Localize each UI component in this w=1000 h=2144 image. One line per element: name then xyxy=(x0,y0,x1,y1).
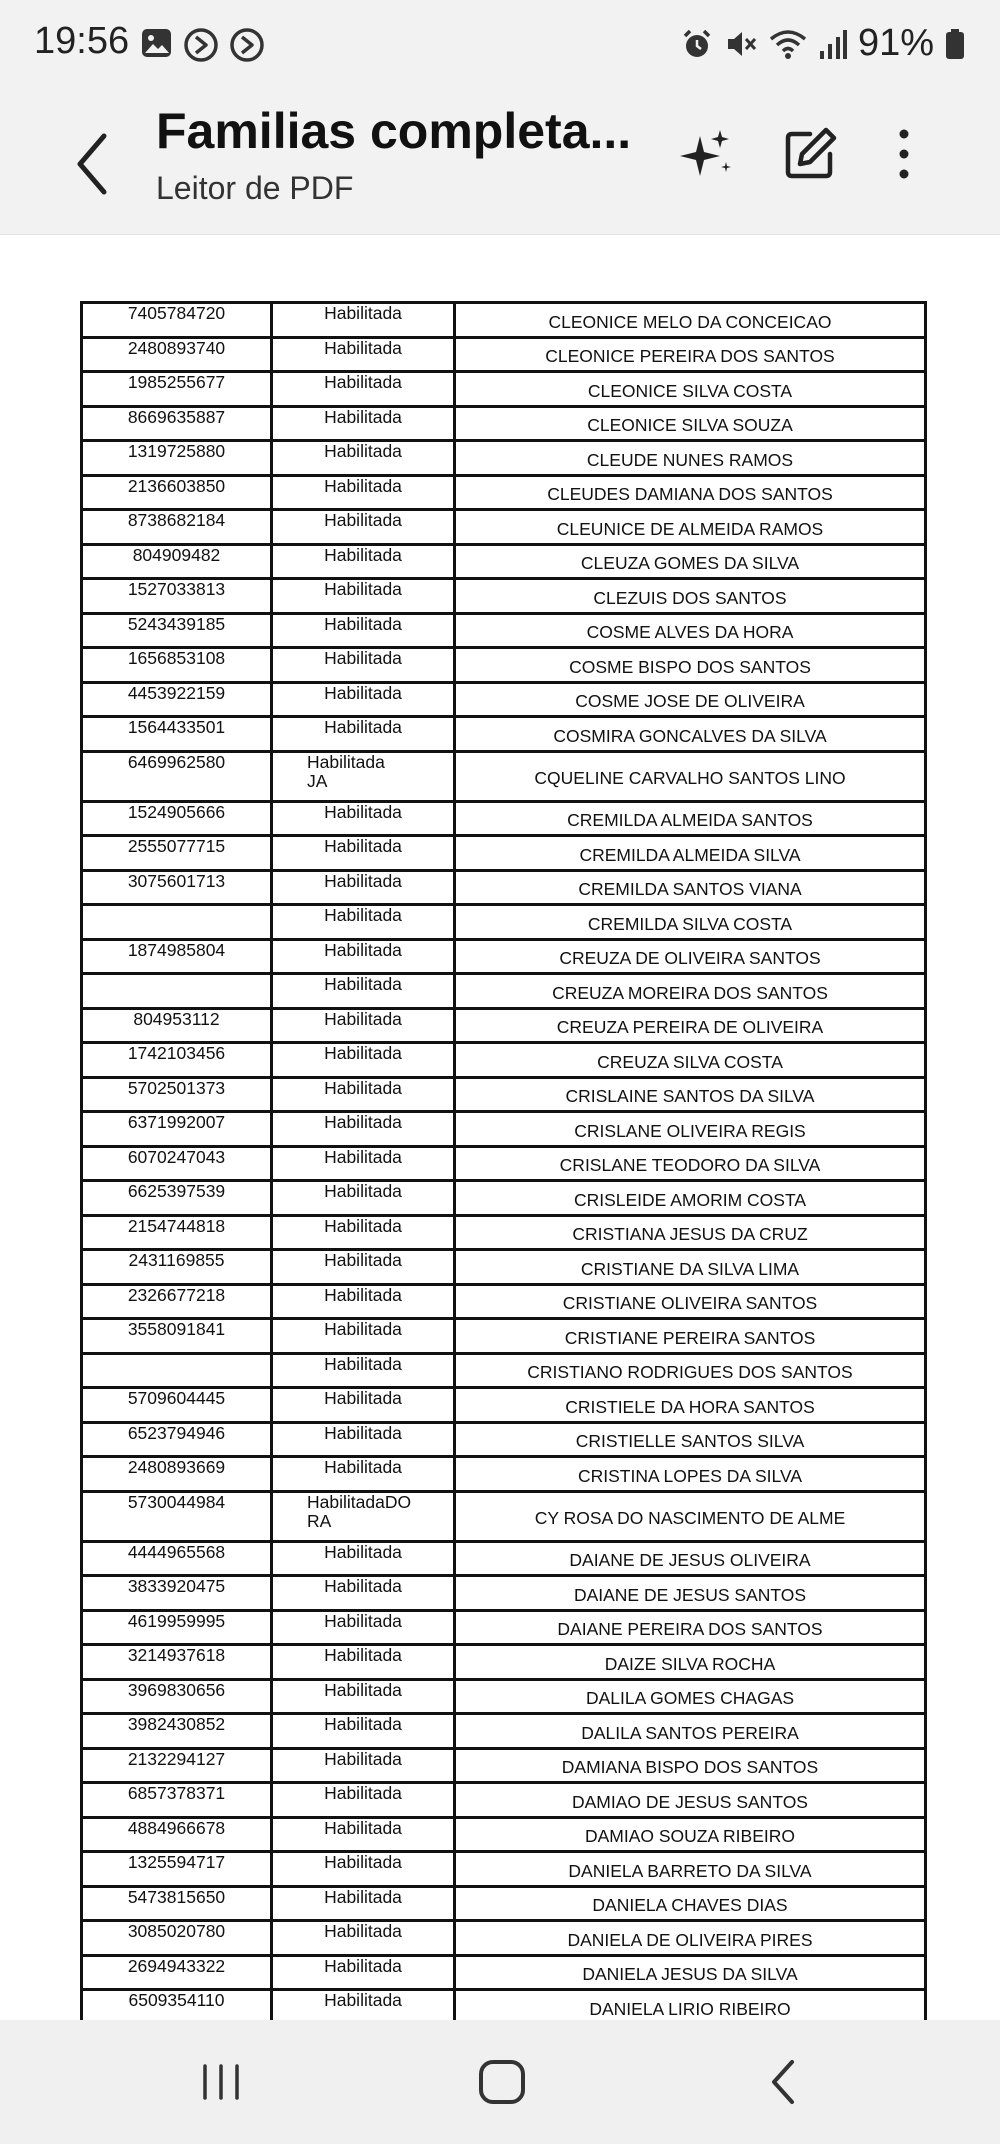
pdf-document[interactable] xyxy=(0,235,1000,2020)
cell-name: DAMIAO DE JESUS SANTOS xyxy=(455,1783,926,1818)
cell-status: Habilitada xyxy=(272,475,455,510)
cell-status: Habilitada xyxy=(272,1146,455,1181)
cell-name: CLEUDE NUNES RAMOS xyxy=(455,441,926,476)
cell-name: CRISLANE TEODORO DA SILVA xyxy=(455,1146,926,1181)
mute-icon xyxy=(724,27,758,61)
cell-id: 8669635887 xyxy=(82,406,272,441)
table-row xyxy=(82,1008,926,1043)
table-row xyxy=(82,1284,926,1319)
cell-name: COSMIRA GONCALVES DA SILVA xyxy=(455,717,926,752)
cell-status: Habilitada xyxy=(272,1077,455,1112)
table-row xyxy=(82,1388,926,1423)
cell-status: Habilitada xyxy=(272,1576,455,1611)
cell-name: CLEUZA GOMES DA SILVA xyxy=(455,544,926,579)
cell-status: Habilitada xyxy=(272,717,455,752)
cell-name: DANIELA DE OLIVEIRA PIRES xyxy=(455,1921,926,1956)
cell-status: Habilitada xyxy=(272,1852,455,1887)
more-icon[interactable] xyxy=(876,124,932,184)
cell-id: 2136603850 xyxy=(82,475,272,510)
cell-id: 6469962580 xyxy=(82,751,272,801)
cell-status: Habilitada xyxy=(272,1353,455,1388)
cell-id: 6371992007 xyxy=(82,1112,272,1147)
cell-id: 5243439185 xyxy=(82,613,272,648)
cell-name: CRISLANE OLIVEIRA REGIS xyxy=(455,1112,926,1147)
cell-id: 2480893669 xyxy=(82,1457,272,1492)
cell-status: Habilitada xyxy=(272,905,455,940)
cell-name: CREMILDA SANTOS VIANA xyxy=(455,870,926,905)
back-nav-icon[interactable] xyxy=(760,2050,806,2114)
cell-name: CREUZA SILVA COSTA xyxy=(455,1043,926,1078)
table-row xyxy=(82,870,926,905)
cell-id: 5730044984 xyxy=(82,1491,272,1541)
table-row xyxy=(82,1457,926,1492)
cell-id: 8738682184 xyxy=(82,510,272,545)
cell-name: CLEUDES DAMIANA DOS SANTOS xyxy=(455,475,926,510)
cell-id: 4444965568 xyxy=(82,1541,272,1576)
cell-name: COSME ALVES DA HORA xyxy=(455,613,926,648)
cell-status: Habilitada xyxy=(272,1990,455,2025)
table-row xyxy=(82,372,926,407)
cell-id: 1527033813 xyxy=(82,579,272,614)
page-title: Familias completa... xyxy=(156,103,632,159)
cell-id: 2431169855 xyxy=(82,1250,272,1285)
cell-status: Habilitada xyxy=(272,579,455,614)
table-row xyxy=(82,905,926,940)
cell-status: Habilitada xyxy=(272,1645,455,1680)
cell-id: 5709604445 xyxy=(82,1388,272,1423)
table-row xyxy=(82,1353,926,1388)
table-row xyxy=(82,1852,926,1887)
table-row xyxy=(82,441,926,476)
cell-status: Habilitada xyxy=(272,510,455,545)
table-row xyxy=(82,1077,926,1112)
cell-status: Habilitada xyxy=(272,303,455,338)
table-row xyxy=(82,475,926,510)
edit-icon[interactable] xyxy=(780,124,840,184)
cell-id: 2555077715 xyxy=(82,836,272,871)
table-row xyxy=(82,1679,926,1714)
cell-name: CRISTIANE OLIVEIRA SANTOS xyxy=(455,1284,926,1319)
cell-status: Habilitada xyxy=(272,974,455,1009)
cell-status: Habilitada xyxy=(272,870,455,905)
cell-name: DANIELA CHAVES DIAS xyxy=(455,1886,926,1921)
cell-status xyxy=(272,1491,455,1541)
cell-status: Habilitada xyxy=(272,1955,455,1990)
cell-id: 4884966678 xyxy=(82,1817,272,1852)
cell-name: DANIELA LIRIO RIBEIRO xyxy=(455,1990,926,2025)
cell-status: Habilitada xyxy=(272,1921,455,1956)
cell-id: 6857378371 xyxy=(82,1783,272,1818)
status-right xyxy=(680,22,966,65)
table-row xyxy=(82,1921,926,1956)
table-row xyxy=(82,1043,926,1078)
cell-name: CRISTINA LOPES DA SILVA xyxy=(455,1457,926,1492)
table-row xyxy=(82,1250,926,1285)
cell-name: CLEONICE SILVA COSTA xyxy=(455,372,926,407)
table-row xyxy=(82,1955,926,1990)
table-row xyxy=(82,1645,926,1680)
cell-id xyxy=(82,1353,272,1388)
home-icon[interactable] xyxy=(474,2050,530,2114)
cell-status: Habilitada xyxy=(272,682,455,717)
table-row xyxy=(82,1990,926,2025)
cell-status: Habilitada xyxy=(272,1181,455,1216)
battery-percent: 91% xyxy=(857,22,934,64)
cell-name: COSME BISPO DOS SANTOS xyxy=(455,648,926,683)
cell-id: 1524905666 xyxy=(82,801,272,836)
cell-name: CY ROSA DO NASCIMENTO DE ALME xyxy=(455,1491,926,1541)
table-row xyxy=(82,1541,926,1576)
cell-name: DAIZE SILVA ROCHA xyxy=(455,1645,926,1680)
table-row xyxy=(82,337,926,372)
cell-id: 1325594717 xyxy=(82,1852,272,1887)
cell-id: 3214937618 xyxy=(82,1645,272,1680)
cell-name: DALILA SANTOS PEREIRA xyxy=(455,1714,926,1749)
cell-name: CLEUNICE DE ALMEIDA RAMOS xyxy=(455,510,926,545)
wifi-icon xyxy=(768,27,808,61)
cell-status: Habilitada xyxy=(272,1457,455,1492)
cell-status: Habilitada xyxy=(272,441,455,476)
table-row xyxy=(82,1886,926,1921)
table-row xyxy=(82,1817,926,1852)
table-row xyxy=(82,1181,926,1216)
table-row xyxy=(82,579,926,614)
cell-id: 804953112 xyxy=(82,1008,272,1043)
cell-status: Habilitada xyxy=(272,836,455,871)
table-row xyxy=(82,1422,926,1457)
cell-status: Habilitada xyxy=(272,1215,455,1250)
cell-status: Habilitada xyxy=(272,1679,455,1714)
cell-name: DAIANE DE JESUS SANTOS xyxy=(455,1576,926,1611)
app-bar xyxy=(0,88,1000,235)
cell-status: Habilitada xyxy=(272,372,455,407)
cell-name: CREUZA DE OLIVEIRA SANTOS xyxy=(455,939,926,974)
cell-id xyxy=(82,974,272,1009)
cell-status: Habilitada xyxy=(272,801,455,836)
cell-id: 3085020780 xyxy=(82,1921,272,1956)
table-row xyxy=(82,836,926,871)
cell-id: 5702501373 xyxy=(82,1077,272,1112)
cell-id: 3969830656 xyxy=(82,1679,272,1714)
cell-id: 804909482 xyxy=(82,544,272,579)
cell-id: 6509354110 xyxy=(82,1990,272,2025)
cell-status: Habilitada xyxy=(272,1284,455,1319)
ai-sparkle-icon[interactable] xyxy=(676,124,736,184)
cell-name: COSME JOSE DE OLIVEIRA xyxy=(455,682,926,717)
cell-status: Habilitada xyxy=(272,1112,455,1147)
cell-id: 6070247043 xyxy=(82,1146,272,1181)
cell-id: 4619959995 xyxy=(82,1610,272,1645)
cell-status-line1: Habilitada xyxy=(307,751,385,772)
cell-status: Habilitada xyxy=(272,1610,455,1645)
cell-name: CRISTIELLE SANTOS SILVA xyxy=(455,1422,926,1457)
cell-name: DAIANE DE JESUS OLIVEIRA xyxy=(455,1541,926,1576)
cell-id: 3833920475 xyxy=(82,1576,272,1611)
cell-name: CREMILDA ALMEIDA SANTOS xyxy=(455,801,926,836)
cell-status: Habilitada xyxy=(272,337,455,372)
table-row xyxy=(82,613,926,648)
cell-id: 2326677218 xyxy=(82,1284,272,1319)
cell-status: Habilitada xyxy=(272,1817,455,1852)
table-row xyxy=(82,303,926,338)
cell-id: 2132294127 xyxy=(82,1748,272,1783)
cell-name: DANIELA BARRETO DA SILVA xyxy=(455,1852,926,1887)
cell-id: 2480893740 xyxy=(82,337,272,372)
cell-id: 2694943322 xyxy=(82,1955,272,1990)
table-row xyxy=(82,1610,926,1645)
cell-status-line1: HabilitadaDO xyxy=(307,1491,412,1512)
cell-id: 2154744818 xyxy=(82,1215,272,1250)
table-row xyxy=(82,544,926,579)
cell-status: Habilitada xyxy=(272,1714,455,1749)
cell-status: Habilitada xyxy=(272,1008,455,1043)
table-row xyxy=(82,1714,926,1749)
table-row xyxy=(82,939,926,974)
cell-id xyxy=(82,905,272,940)
cell-name: CRISTIANE DA SILVA LIMA xyxy=(455,1250,926,1285)
cell-id: 3075601713 xyxy=(82,870,272,905)
cell-name: CLEONICE PEREIRA DOS SANTOS xyxy=(455,337,926,372)
table-row xyxy=(82,1783,926,1818)
cell-status-line2: JA xyxy=(307,770,328,791)
cell-name: CRISTIANA JESUS DA CRUZ xyxy=(455,1215,926,1250)
table-row xyxy=(82,751,926,801)
alarm-icon xyxy=(680,27,714,61)
cell-id: 6523794946 xyxy=(82,1422,272,1457)
status-left-icons xyxy=(140,26,266,64)
cell-name: DAMIANA BISPO DOS SANTOS xyxy=(455,1748,926,1783)
cell-name: DAIANE PEREIRA DOS SANTOS xyxy=(455,1610,926,1645)
cell-name: CLEONICE MELO DA CONCEICAO xyxy=(455,303,926,338)
table-row xyxy=(82,1146,926,1181)
cell-name: CRISTIELE DA HORA SANTOS xyxy=(455,1388,926,1423)
cell-status: Habilitada xyxy=(272,939,455,974)
table-row xyxy=(82,1215,926,1250)
families-table xyxy=(80,301,927,2026)
cell-status: Habilitada xyxy=(272,1541,455,1576)
table-row xyxy=(82,510,926,545)
recent-apps-icon[interactable] xyxy=(196,2050,246,2114)
cell-status: Habilitada xyxy=(272,1250,455,1285)
table-row xyxy=(82,1319,926,1354)
cell-status: Habilitada xyxy=(272,406,455,441)
cell-status: Habilitada xyxy=(272,1043,455,1078)
cell-id: 3982430852 xyxy=(82,1714,272,1749)
cell-status: Habilitada xyxy=(272,1748,455,1783)
cell-name: CREUZA PEREIRA DE OLIVEIRA xyxy=(455,1008,926,1043)
cell-name: CRISLEIDE AMORIM COSTA xyxy=(455,1181,926,1216)
cell-name: CRISTIANO RODRIGUES DOS SANTOS xyxy=(455,1353,926,1388)
cell-name: CLEONICE SILVA SOUZA xyxy=(455,406,926,441)
cell-status: Habilitada xyxy=(272,613,455,648)
table-row xyxy=(82,682,926,717)
cell-id: 1874985804 xyxy=(82,939,272,974)
cell-id: 4453922159 xyxy=(82,682,272,717)
cell-name: CREUZA MOREIRA DOS SANTOS xyxy=(455,974,926,1009)
cell-status: Habilitada xyxy=(272,544,455,579)
table-row xyxy=(82,717,926,752)
table-row xyxy=(82,1112,926,1147)
gallery-icon xyxy=(140,26,174,60)
cell-status: Habilitada xyxy=(272,1388,455,1423)
cell-name: CREMILDA SILVA COSTA xyxy=(455,905,926,940)
battery-icon xyxy=(944,27,966,61)
page-subtitle: Leitor de PDF xyxy=(156,170,354,206)
table-row xyxy=(82,1576,926,1611)
cell-name: CQUELINE CARVALHO SANTOS LINO xyxy=(455,751,926,801)
table-row xyxy=(82,1748,926,1783)
cell-status-line2: RA xyxy=(307,1510,332,1531)
cell-status xyxy=(272,751,455,801)
play-circle-icon xyxy=(228,26,266,64)
cell-name: DANIELA JESUS DA SILVA xyxy=(455,1955,926,1990)
cell-id: 1985255677 xyxy=(82,372,272,407)
table-row xyxy=(82,406,926,441)
nav-bar xyxy=(0,2020,1000,2144)
cell-name: DAMIAO SOUZA RIBEIRO xyxy=(455,1817,926,1852)
cell-id: 3558091841 xyxy=(82,1319,272,1354)
cell-name: CLEZUIS DOS SANTOS xyxy=(455,579,926,614)
cell-status: Habilitada xyxy=(272,1886,455,1921)
cell-id: 6625397539 xyxy=(82,1181,272,1216)
table-row xyxy=(82,648,926,683)
status-time: 19:56 xyxy=(34,20,130,62)
back-icon[interactable] xyxy=(70,128,114,200)
cell-name: DALILA GOMES CHAGAS xyxy=(455,1679,926,1714)
cell-name: CRISTIANE PEREIRA SANTOS xyxy=(455,1319,926,1354)
signal-icon xyxy=(818,27,848,61)
cell-id: 5473815650 xyxy=(82,1886,272,1921)
cell-status: Habilitada xyxy=(272,1319,455,1354)
cell-id: 1742103456 xyxy=(82,1043,272,1078)
cell-name: CRISLAINE SANTOS DA SILVA xyxy=(455,1077,926,1112)
cell-id: 7405784720 xyxy=(82,303,272,338)
cell-id: 1564433501 xyxy=(82,717,272,752)
status-bar xyxy=(0,0,1000,88)
table-row xyxy=(82,974,926,1009)
cell-status: Habilitada xyxy=(272,1422,455,1457)
cell-id: 1656853108 xyxy=(82,648,272,683)
cell-status: Habilitada xyxy=(272,1783,455,1818)
play-circle-icon xyxy=(182,26,220,64)
table-row xyxy=(82,1491,926,1541)
cell-id: 1319725880 xyxy=(82,441,272,476)
cell-name: CREMILDA ALMEIDA SILVA xyxy=(455,836,926,871)
cell-status: Habilitada xyxy=(272,648,455,683)
table-row xyxy=(82,801,926,836)
